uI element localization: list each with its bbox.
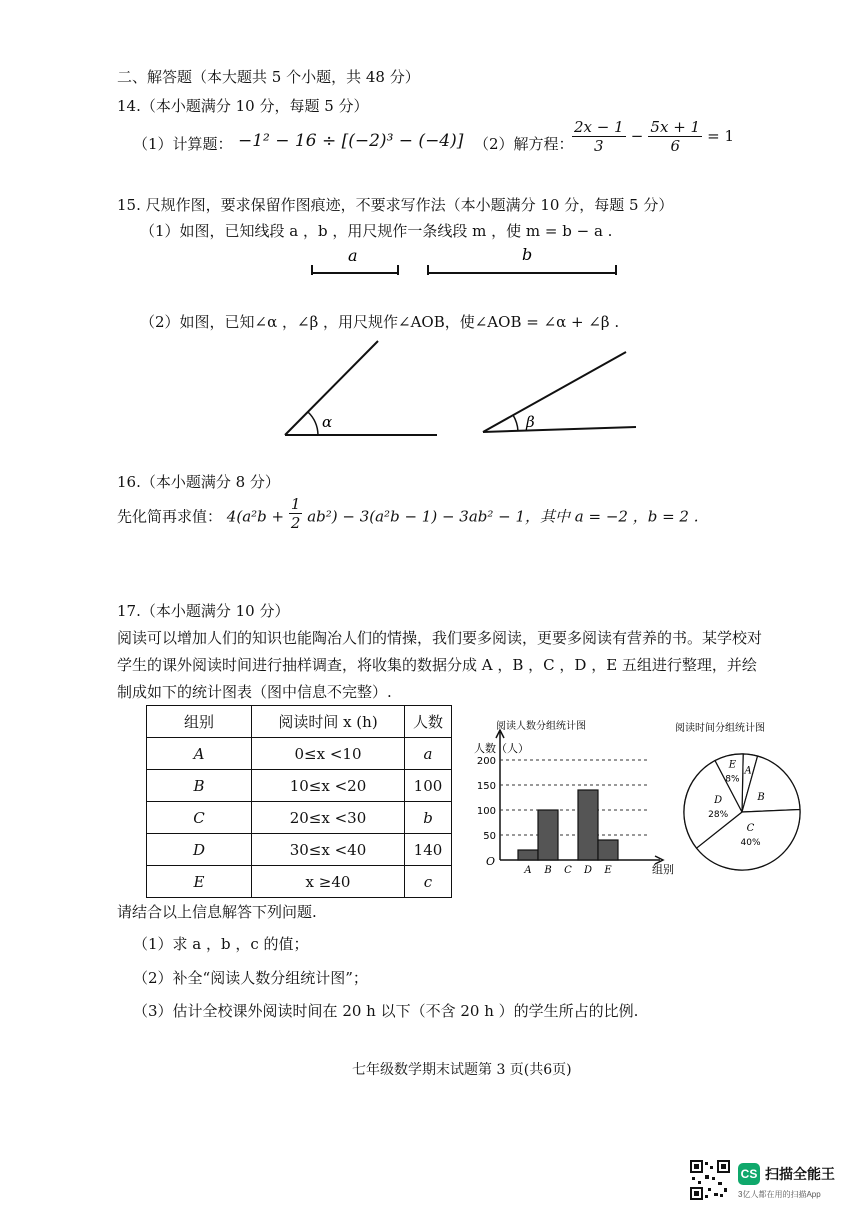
- beta-label: β: [526, 413, 535, 431]
- bar-chart-title: 阅读人数分组统计图: [496, 721, 586, 732]
- q16-fraction-numerator: 1: [290, 495, 301, 513]
- x-tick-label: B: [544, 865, 552, 876]
- minus-sign: −: [630, 127, 644, 145]
- bar-a: [518, 850, 538, 860]
- pie-slice-label: B: [757, 791, 765, 803]
- watermark-brand: 扫描全能王: [765, 1166, 835, 1182]
- reading-time-table: [146, 705, 452, 898]
- q17-sub2: （2）补全“阅读人数分组统计图”；: [133, 969, 368, 987]
- table-row: [147, 802, 452, 834]
- q14-part1-label: （1）计算题：: [133, 135, 233, 153]
- y-tick-label: 100: [476, 806, 496, 817]
- table-header-row: [147, 706, 452, 738]
- camscanner-logo: CS: [738, 1163, 760, 1185]
- q17-line1: 阅读可以增加人们的知识也能陶冶人们的情操，我们要多阅读，更要多阅读有营养的书。某学校对: [117, 629, 763, 647]
- table-cell: B: [147, 770, 252, 802]
- table-cell: 140: [405, 834, 452, 866]
- table-header-cell: 阅读时间 x (h): [252, 706, 405, 738]
- q14-title: 14.（本小题满分 10 分，每题 5 分）: [117, 97, 369, 115]
- table-cell: D: [147, 834, 252, 866]
- y-tick-label: 50: [483, 831, 496, 842]
- y-tick-label: 200: [476, 756, 496, 767]
- q15-part2: （2）如图，已知∠α ，∠β ，用尺规作∠AOB，使∠AOB = ∠α + ∠β .: [140, 313, 620, 331]
- q16-problem: [117, 495, 699, 532]
- table-cell: 30≤x <40: [252, 834, 405, 866]
- fraction-1-denominator: 3: [594, 137, 604, 155]
- q16-fraction-denominator: 2: [290, 514, 301, 532]
- bar-e: [598, 840, 618, 860]
- x-tick-label: D: [583, 865, 593, 876]
- table-cell: C: [147, 802, 252, 834]
- table-header-cell: 人数: [405, 706, 452, 738]
- table-cell: 10≤x <20: [252, 770, 405, 802]
- table-cell: 20≤x <30: [252, 802, 405, 834]
- segment-a: [312, 265, 398, 275]
- q17-sub3: （3）估计全校课外阅读时间在 20 h 以下（不含 20 h ）的学生所占的比例.: [133, 1002, 639, 1020]
- angle-alpha: [285, 341, 437, 435]
- bar-chart: [470, 710, 690, 885]
- q16-prefix: 先化简再求值：: [117, 507, 223, 526]
- watermark-tagline: 3亿人都在用的扫描App: [738, 1190, 821, 1199]
- bar-chart-xlabel: 组别: [652, 863, 674, 876]
- section-heading: 二、解答题（本大题共 5 个小题，共 48 分）: [117, 68, 420, 86]
- q16-expression-part-a: 4(a²b +: [226, 507, 285, 526]
- alpha-label: α: [322, 413, 333, 431]
- q17-line2: 学生的课外阅读时间进行抽样调查，将收集的数据分成 A ，B ，C ，D ，E 五组进行整理，并绘: [117, 656, 757, 674]
- x-tick-label: A: [524, 865, 532, 876]
- pie-chart-plot: [684, 754, 800, 870]
- q14-part1-expression: −1² − 16 ÷ [(−2)³ − (−4)]: [238, 131, 464, 151]
- bar-chart-ylabel: 人数（人）: [474, 742, 529, 755]
- segment-b-label: b: [522, 245, 533, 264]
- segment-a-label: a: [348, 246, 358, 265]
- pie-chart: [670, 712, 820, 887]
- fraction-1: [572, 118, 626, 155]
- qr-code-icon: [690, 1160, 730, 1200]
- pie-slice-label: D: [714, 794, 723, 806]
- pie-slice-percent: 28%: [708, 809, 729, 820]
- table-row: [147, 866, 452, 898]
- fraction-2: [648, 118, 702, 155]
- q15-part1: （1）如图，已知线段 a ，b ，用尺规作一条线段 m ，使 m = b − a .: [140, 222, 613, 240]
- table-cell: c: [405, 866, 452, 898]
- q14-part2-equation: [572, 118, 734, 155]
- pie-slice-label: A: [744, 765, 752, 777]
- angles-figure: [280, 335, 650, 445]
- bar-b: [538, 810, 558, 860]
- segments-figure: [300, 245, 630, 280]
- y-tick-label: 150: [476, 781, 496, 792]
- fraction-1-numerator: 2x − 1: [574, 118, 624, 136]
- table-row: [147, 738, 452, 770]
- q16-expression-part-b: ab²) − 3(a²b − 1) − 3ab² − 1，其中 a = −2 ，b = 2 .: [307, 507, 699, 526]
- table-cell: x ≥40: [252, 866, 405, 898]
- equation-rhs: = 1: [707, 127, 735, 145]
- pie-slice-percent: 40%: [740, 837, 761, 848]
- q14-part2-label: （2）解方程：: [474, 135, 574, 153]
- page-footer: 七年级数学期末试题第 3 页(共6页): [352, 1062, 572, 1078]
- fraction-2-denominator: 6: [670, 137, 681, 155]
- fraction-2-numerator: 5x + 1: [650, 118, 701, 136]
- q17-sub1: （1）求 a ，b ，c 的值；: [133, 935, 309, 953]
- table-cell: a: [405, 738, 452, 770]
- q16-title: 16.（本小题满分 8 分）: [117, 473, 280, 491]
- pie-chart-title: 阅读时间分组统计图: [675, 723, 765, 734]
- table-cell: E: [147, 866, 252, 898]
- pie-slice-percent: 8%: [725, 774, 740, 785]
- table-row: [147, 770, 452, 802]
- x-tick-label: C: [564, 865, 572, 876]
- q17-line3: 制成如下的统计图表（图中信息不完整）.: [117, 683, 392, 701]
- q17-title: 17.（本小题满分 10 分）: [117, 602, 290, 620]
- pie-slice-label: E: [728, 759, 737, 771]
- segment-b: [428, 265, 616, 275]
- table-cell: b: [405, 802, 452, 834]
- q17-after-table: 请结合以上信息解答下列问题.: [117, 903, 317, 921]
- table-header-cell: 组别: [147, 706, 252, 738]
- table-cell: A: [147, 738, 252, 770]
- table-cell: 100: [405, 770, 452, 802]
- angle-beta: [483, 352, 636, 432]
- bar-chart-origin: O: [486, 855, 496, 868]
- table-cell: 0≤x <10: [252, 738, 405, 770]
- pie-slice-label: C: [746, 822, 755, 834]
- bar-d: [578, 790, 598, 860]
- q16-half-fraction: [289, 495, 303, 532]
- x-tick-label: E: [604, 865, 612, 876]
- table-row: [147, 834, 452, 866]
- q15-title: 15. 尺规作图，要求保留作图痕迹，不要求写作法（本小题满分 10 分，每题 5 分）: [117, 196, 674, 214]
